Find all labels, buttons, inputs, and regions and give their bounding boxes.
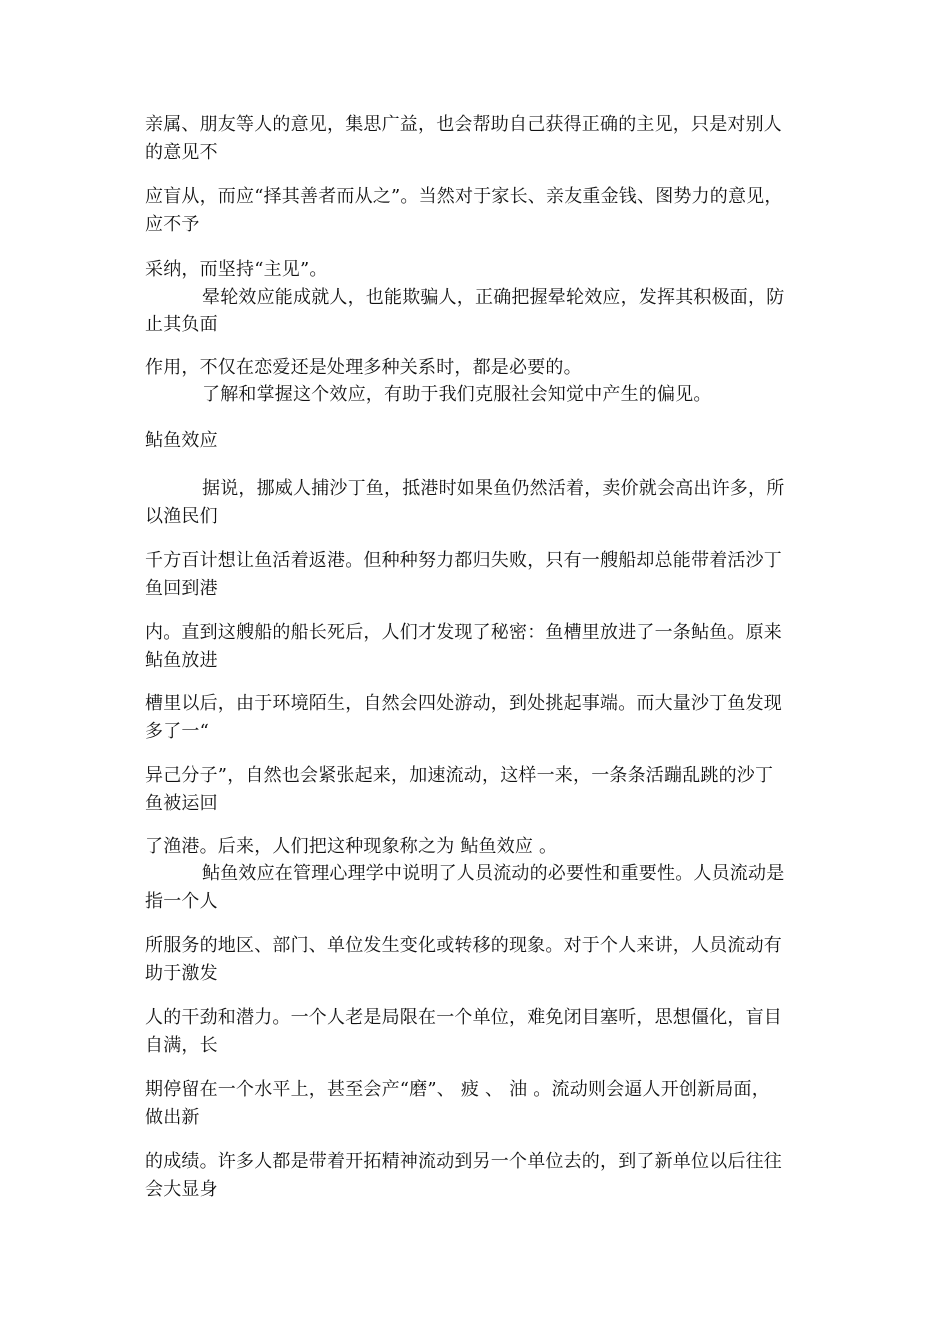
text-line: 会大显身 [145, 1179, 218, 1200]
text-line: 内。直到这艘船的船长死后，人们才发现了秘密：鱼槽里放进了一条鲇鱼。原来 [145, 622, 782, 643]
text-line: 指一个人 [145, 891, 218, 912]
text-line: 鲇鱼放进 [145, 650, 218, 671]
paragraph-start: 据说，挪威人捕沙丁鱼，抵港时如果鱼仍然活着，卖价就会高出许多，所 [202, 478, 785, 499]
text-line: 采纳，而坚持“主见”。 [145, 259, 328, 280]
text-line: 做出新 [145, 1107, 200, 1128]
text-line: 了渔港。后来，人们把这种现象称之为 鲇鱼效应 。 [145, 836, 558, 857]
text-line: 鱼回到港 [145, 578, 218, 599]
text-line: 以渔民们 [145, 506, 218, 527]
text-line: 期停留在一个水平上，甚至会产“磨”、 疲 、 油 。流动则会逼人开创新局面， [145, 1079, 770, 1100]
text-line: 应盲从，而应“择其善者而从之”。当然对于家长、亲友重金钱、图势力的意见， [145, 186, 783, 207]
text-line: 止其负面 [145, 314, 218, 335]
text-line: 异己分子”，自然也会紧张起来，加速流动，这样一来，一条条活蹦乱跳的沙丁 [145, 765, 774, 786]
paragraph-start: 了解和掌握这个效应，有助于我们克服社会知觉中产生的偏见。 [202, 384, 712, 405]
section-heading: 鲇鱼效应 [145, 430, 218, 451]
text-line: 应不予 [145, 214, 200, 235]
text-line: 助于激发 [145, 963, 218, 984]
paragraph-start: 晕轮效应能成就人，也能欺骗人，正确把握晕轮效应，发挥其积极面，防 [202, 287, 785, 308]
text-line: 槽里以后，由于环境陌生，自然会四处游动，到处挑起事端。而大量沙丁鱼发现 [145, 693, 782, 714]
text-line: 的成绩。许多人都是带着开拓精神流动到另一个单位去的，到了新单位以后往往 [145, 1151, 782, 1172]
text-line: 多了一“ [145, 721, 210, 742]
text-line: 所服务的地区、部门、单位发生变化或转移的现象。对于个人来讲，人员流动有 [145, 935, 782, 956]
text-line: 人的干劲和潜力。一个人老是局限在一个单位，难免闭目塞听，思想僵化，盲目 [145, 1007, 782, 1028]
text-line: 作用，不仅在恋爱还是处理多种关系时，都是必要的。 [145, 357, 582, 378]
text-line: 的意见不 [145, 142, 218, 163]
text-line: 自满，长 [145, 1035, 218, 1056]
text-line: 千方百计想让鱼活着返港。但种种努力都归失败，只有一艘船却总能带着活沙丁 [145, 550, 782, 571]
text-line: 鱼被运回 [145, 793, 218, 814]
text-line: 亲属、朋友等人的意见，集思广益，也会帮助自己获得正确的主见，只是对别人 [145, 114, 782, 135]
paragraph-start: 鲇鱼效应在管理心理学中说明了人员流动的必要性和重要性。人员流动是 [202, 863, 785, 884]
